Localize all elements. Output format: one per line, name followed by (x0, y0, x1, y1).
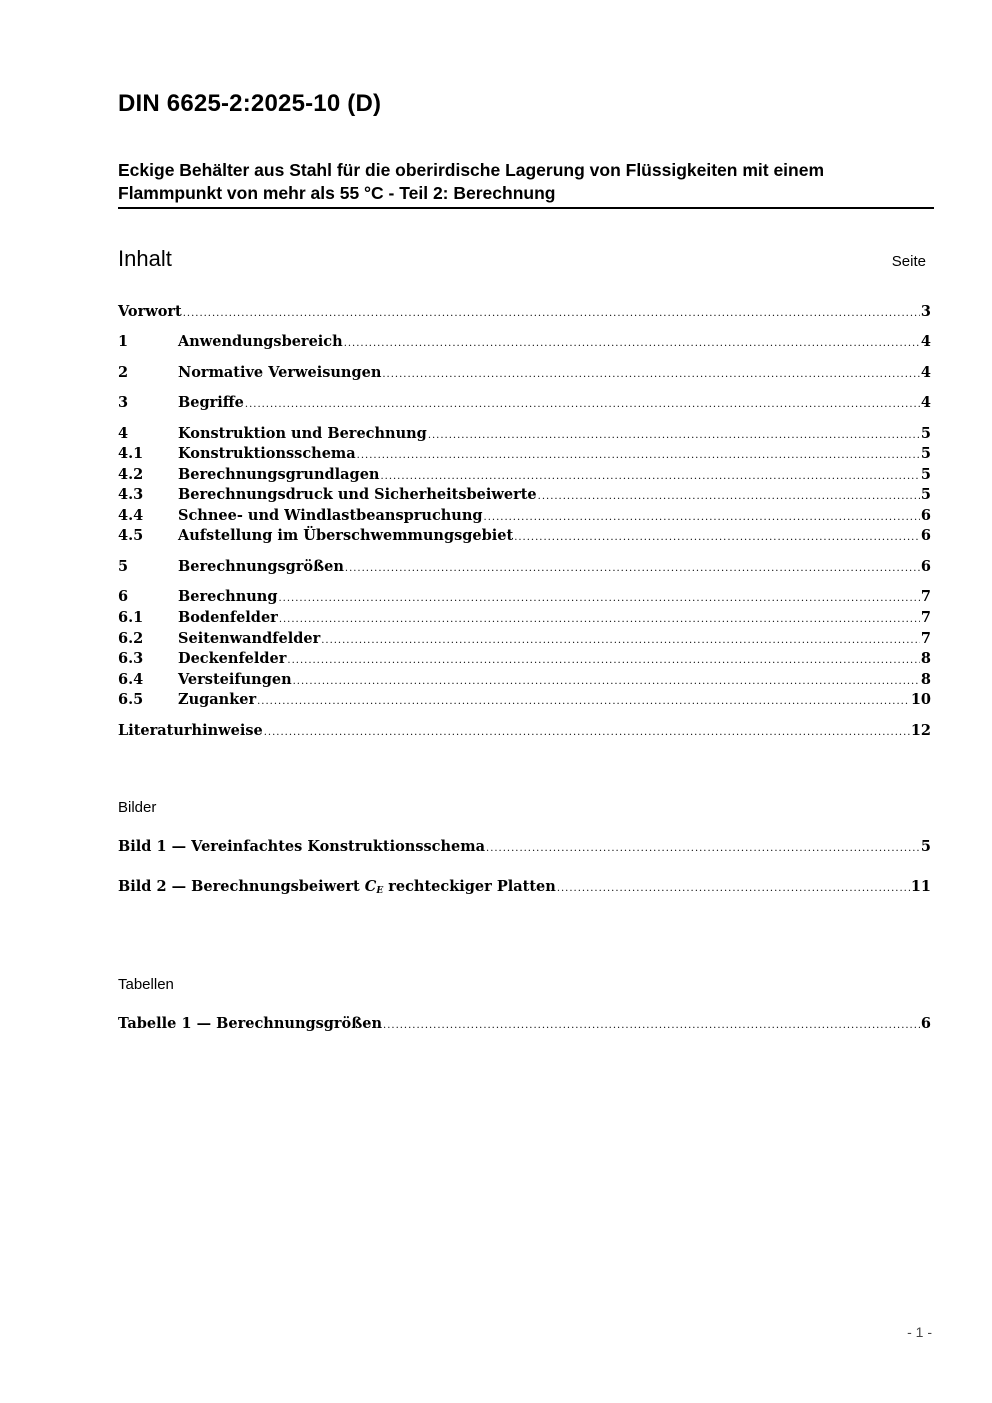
toc-entry-page: 4 (920, 333, 931, 350)
toc-entry-number: 6.2 (118, 630, 144, 647)
table-entry-page: 6 (920, 1015, 931, 1032)
toc-entry[interactable] (118, 302, 931, 322)
toc-entry-number: 6.5 (118, 691, 144, 708)
toc-entry[interactable] (118, 587, 931, 607)
toc-entry[interactable] (118, 690, 931, 710)
toc-entry[interactable] (118, 506, 931, 526)
toc-entry[interactable] (118, 444, 931, 464)
toc-entry[interactable] (118, 649, 931, 669)
toc-entry-page: 10 (910, 691, 931, 708)
toc-leader-dots (382, 365, 920, 385)
toc-entry-page: 4 (920, 394, 931, 411)
toc-entry-text: Berechnung (178, 588, 278, 605)
toc-entry-text: Deckenfelder (178, 650, 287, 667)
toc-entry-text: Vorwort (118, 303, 182, 320)
document-id: DIN 6625-2:2025-10 (D) (118, 90, 382, 117)
document-title-line-1: Eckige Behälter aus Stahl für die oberirdische Lagerung von Flüssigkeiten mit einem (118, 160, 825, 180)
toc-entry-page: 8 (920, 650, 931, 667)
symbol-c: C (364, 878, 377, 895)
toc-entry-text: Begriffe (178, 394, 244, 411)
toc-leader-dots (383, 1016, 920, 1036)
toc-leader-dots (278, 589, 919, 609)
toc-entry-text: Berechnungsgrundlagen (178, 466, 380, 483)
symbol-subscript-e: E (376, 886, 384, 896)
figure-entry[interactable] (118, 877, 931, 897)
toc-entry[interactable] (118, 465, 931, 485)
toc-leader-dots (293, 672, 920, 692)
toc-entry-page: 5 (920, 466, 931, 483)
toc-entry-number: 4.1 (118, 445, 144, 462)
document-title-line-2: Flammpunkt von mehr als 55 °C - Teil 2: Berechnung (118, 183, 556, 203)
toc-entry-page: 5 (920, 425, 931, 442)
toc-entry-text: Konstruktionsschema (178, 445, 356, 462)
toc-entry[interactable] (118, 629, 931, 649)
document-title (118, 159, 934, 209)
toc-entry-page: 6 (920, 527, 931, 544)
figure-entry-text: Bild 1 — Vereinfachtes Konstruktionsschema (118, 838, 486, 855)
table-entry[interactable] (118, 1014, 931, 1034)
tables-section-label: Tabellen (118, 976, 174, 993)
toc-entry-number: 4.3 (118, 486, 144, 503)
toc-leader-dots (380, 467, 919, 487)
toc-entry-number: 4 (118, 425, 129, 442)
toc-entry[interactable] (118, 424, 931, 444)
toc-heading: Inhalt (118, 246, 172, 271)
toc-leader-dots (428, 426, 920, 446)
toc-leader-dots (484, 508, 920, 528)
toc-leader-dots (344, 334, 920, 354)
toc-entry-page: 5 (920, 486, 931, 503)
toc-entry-number: 4.2 (118, 466, 144, 483)
toc-leader-dots (321, 631, 920, 651)
toc-entry-number: 4.4 (118, 507, 144, 524)
toc-entry-page: 7 (920, 630, 931, 647)
toc-leader-dots (486, 839, 920, 859)
figure-entry-text-after: rechteckiger Platten (383, 878, 556, 895)
toc-leader-dots (287, 651, 919, 671)
toc-page-column-label: Seite (891, 253, 926, 270)
toc-entry-page: 12 (910, 722, 931, 739)
toc-entry-number: 3 (118, 394, 129, 411)
toc-entry-page: 3 (920, 303, 931, 320)
toc-leader-dots (538, 487, 920, 507)
toc-entry[interactable] (118, 557, 931, 577)
toc-leader-dots (257, 692, 910, 712)
toc-entry[interactable] (118, 526, 931, 546)
toc-entry-text: Berechnungsdruck und Sicherheitsbeiwerte (178, 486, 537, 503)
table-entry-text: Tabelle 1 — Berechnungsgrößen (118, 1015, 383, 1032)
toc-entry-page: 7 (920, 588, 931, 605)
toc-entry-text: Zuganker (178, 691, 257, 708)
toc-leader-dots (183, 304, 920, 324)
toc-leader-dots (514, 528, 920, 548)
toc-entry[interactable] (118, 363, 931, 383)
toc-entry[interactable] (118, 332, 931, 352)
page-number: - 1 - (907, 1324, 932, 1340)
toc-entry-page: 4 (920, 364, 931, 381)
toc-entry-text: Literaturhinweise (118, 722, 263, 739)
toc-entry-number: 2 (118, 364, 129, 381)
toc-entry[interactable] (118, 670, 931, 690)
toc-entry-text: Aufstellung im Überschwemmungsgebiet (178, 527, 514, 544)
toc-entry-page: 8 (920, 671, 931, 688)
figure-entry-page: 11 (910, 878, 931, 895)
toc-entry-number: 1 (118, 333, 129, 350)
toc-entry[interactable] (118, 393, 931, 413)
toc-entry-number: 4.5 (118, 527, 144, 544)
toc-entry-text: Berechnungsgrößen (178, 558, 344, 575)
toc-leader-dots (557, 879, 910, 899)
toc-leader-dots (264, 723, 910, 743)
toc-entry[interactable] (118, 608, 931, 628)
toc-leader-dots (245, 395, 920, 415)
toc-entry-text: Seitenwandfelder (178, 630, 321, 647)
toc-entry-number: 6.4 (118, 671, 144, 688)
toc-entry[interactable] (118, 721, 931, 741)
toc-entry-text: Schnee- und Windlastbeanspruchung (178, 507, 483, 524)
figure-entry-text-before: Bild 2 — Berechnungsbeiwert (118, 878, 365, 895)
toc-entry-number: 6 (118, 588, 129, 605)
toc-entry-page: 6 (920, 507, 931, 524)
toc-entry-page: 7 (920, 609, 931, 626)
toc-entry-number: 5 (118, 558, 129, 575)
figures-section-label: Bilder (118, 799, 157, 816)
toc-entry-text: Anwendungsbereich (178, 333, 343, 350)
toc-leader-dots (357, 446, 920, 466)
toc-entry-text: Normative Verweisungen (178, 364, 382, 381)
toc-entry-text: Bodenfelder (178, 609, 278, 626)
figure-entry-page: 5 (920, 838, 931, 855)
toc-entry-page: 6 (920, 558, 931, 575)
toc-entry[interactable] (118, 485, 931, 505)
toc-entry-text: Konstruktion und Berechnung (178, 425, 427, 442)
figure-entry[interactable] (118, 837, 931, 857)
figure-entry-text (118, 877, 556, 901)
toc-entry-text: Versteifungen (178, 671, 292, 688)
toc-entry-number: 6.1 (118, 609, 144, 626)
toc-leader-dots (345, 559, 920, 579)
toc-leader-dots (279, 610, 920, 630)
toc-entry-page: 5 (920, 445, 931, 462)
toc-entry-number: 6.3 (118, 650, 144, 667)
